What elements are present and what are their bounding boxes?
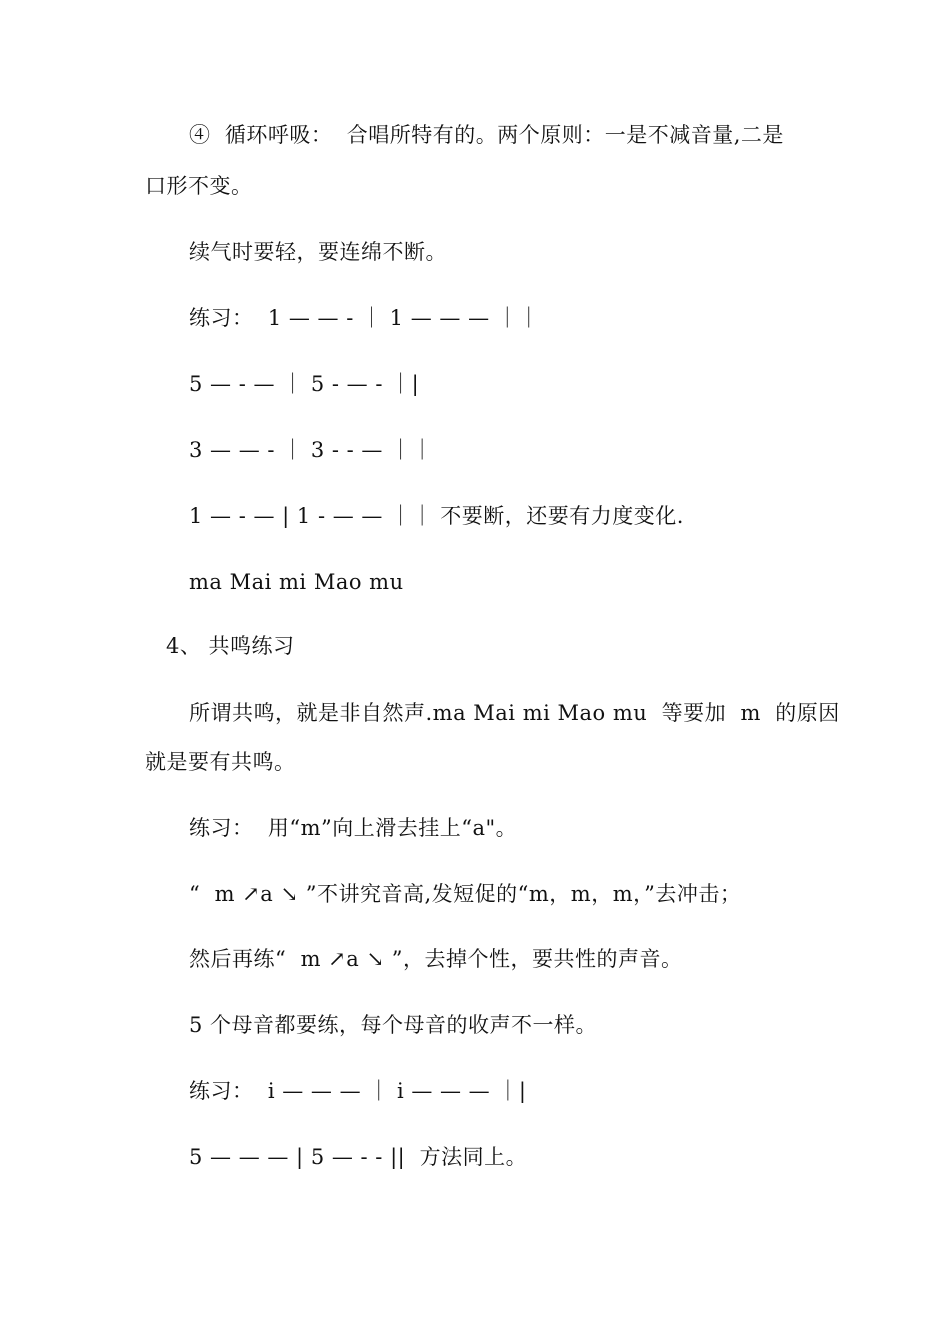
- section-heading-resonance: 4、 共鸣练习: [166, 634, 295, 658]
- exercise-line-1: 练习： 1 — — - ｜ 1 — — — ｜｜: [189, 306, 540, 330]
- exercise-short-m: “ m ↗a ↘ ”不讲究音高,发短促的“m，m，m，”去冲击；: [189, 882, 742, 906]
- syllable-line: ma Mai mi Mao mu: [189, 570, 404, 594]
- exercise-line-3: 3 — — - ｜ 3 - - — ｜｜: [189, 438, 434, 462]
- exercise-line-4: 1 — - — | 1 - — — ｜｜ 不要断，还要有力度变化.: [189, 504, 684, 528]
- paragraph-resonance-definition: 所谓共鸣，就是非自然声.ma Mai mi Mao mu 等要加 m 的原因: [189, 701, 840, 725]
- exercise-line-6: 5 — — — | 5 — - - || 方法同上。: [189, 1145, 528, 1169]
- paragraph-breath-continuation: 续气时要轻，要连绵不断。: [189, 240, 447, 264]
- exercise-line-5: 练习： i — — — ｜ i — — — ｜|: [189, 1079, 527, 1103]
- exercise-m-slide: 练习： 用“m”向上滑去挂上“a"。: [189, 816, 518, 840]
- exercise-line-2: 5 — - — ｜ 5 - — - ｜|: [189, 372, 420, 396]
- paragraph-five-vowels: 5 个母音都要练，每个母音的收声不一样。: [189, 1013, 598, 1037]
- paragraph-circular-breathing-continued: 口形不变。: [145, 174, 253, 198]
- paragraph-circular-breathing: ④ 循环呼吸： 合唱所特有的。两个原则：一是不减音量,二是: [189, 123, 784, 147]
- exercise-common-voice: 然后再练“ m ↗a ↘ ”，去掉个性，要共性的声音。: [189, 947, 683, 971]
- paragraph-resonance-definition-continued: 就是要有共鸣。: [145, 750, 296, 774]
